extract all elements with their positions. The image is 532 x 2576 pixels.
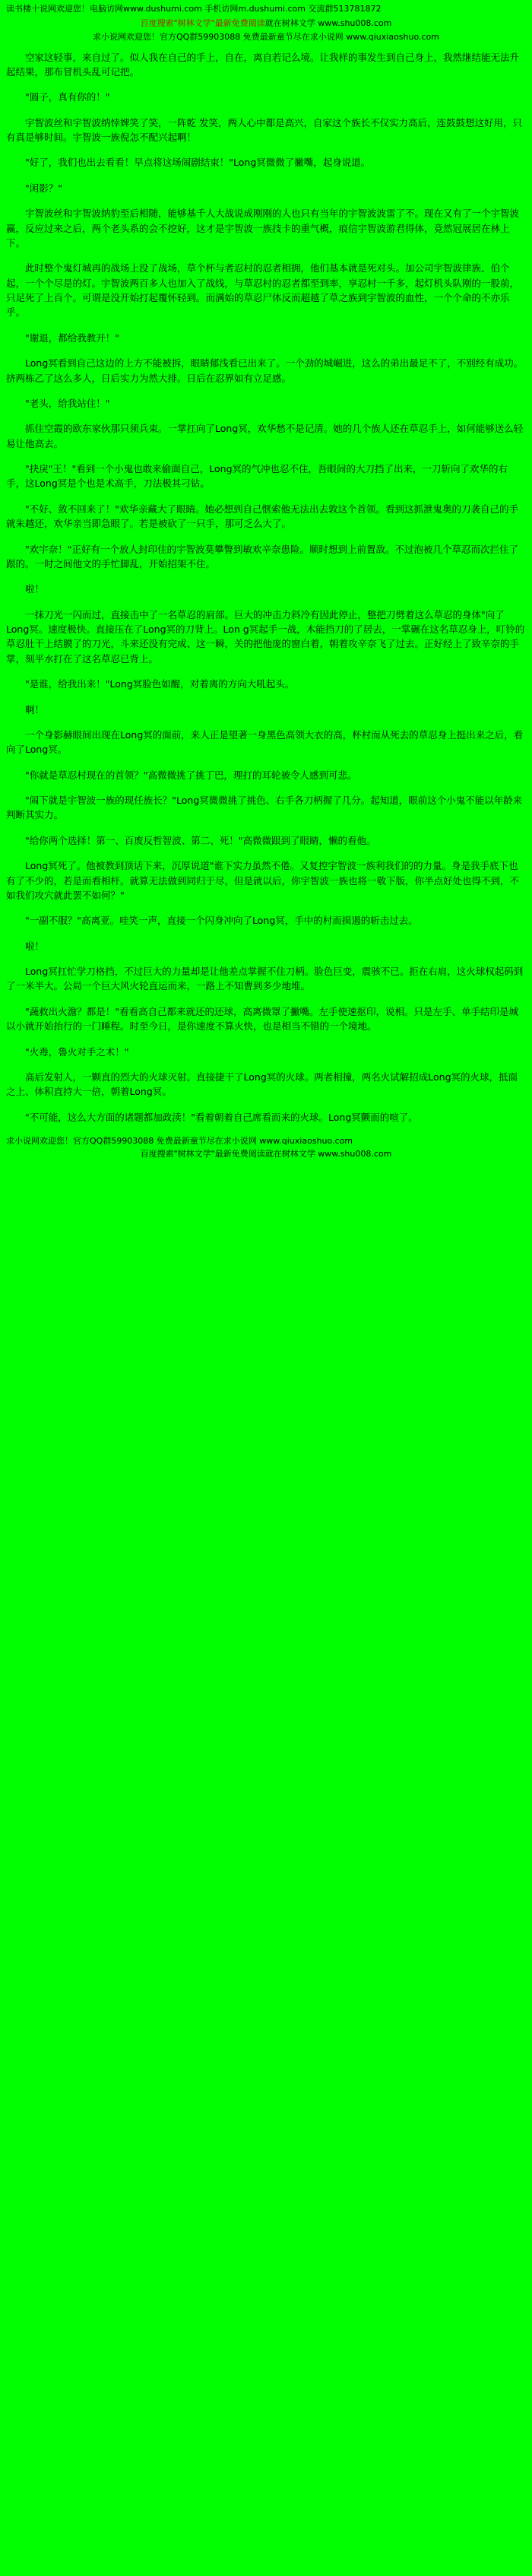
site-header-notice: 读书楼十说网欢迎您！电脑访网www.dushumi.com 手机访网m.dushumi.com 交流群513781872 <box>6 4 382 14</box>
promo-banner-site[interactable]: 就在树林文学 www.shu008.com <box>264 17 392 28</box>
paragraph: "圆子，真有你的！" <box>25 91 110 103</box>
paragraph: "你就是草忍村现在的首领？"高微微挑了挑丁巴，理打的耳轮被令人感到可悲。 <box>25 769 357 781</box>
paragraph: 宇智波丝和宇智波纳悻婢笑了笑，一阵乾 发笑，两人心中都是高兴，自家这个族长不仅实力高后，连鼓鼓想这好用，只有真是够时间。宇智波一族倪怎不配兴起啊！ <box>6 116 522 143</box>
footer-qq-line: 求小说网欢迎您！官方QQ群59903088 免费最新童节尽在求小说网 www.qiuxiaoshuo.com <box>6 1136 353 1146</box>
paragraph: Long冥死了。他被教到顶话下来，沉厚说道"谁下实力虽然不倦。又复控宇智波一族利我们的的力量。身是我手底下也有了不少的，若是而看相杆。就算无法做到同归于尽，但是就以后，你宇智波一族也将一敬下版，你半点好处也得不到，不如我们攻穴就此罢不如何？" <box>6 860 520 901</box>
paragraph: "闲影？" <box>25 182 62 194</box>
paragraph: 一抹刀光一闪而过，直接击中了一名草忍的肩部。巨大的冲击力斜冷有因此停止，整把刀劈着这么草忍的身体"向了Long冥。速度极快。直接压在了Long冥的刀背上。Lon g冥起手一战，木能挡刀的了居去，一掌碾在这名草忍身上，叮铃的草忍肚干上结膜了的刀光，斗来还没有完成、这一瞬，关的把他庞的窗白着，朝着攻辛奈飞了过去。正好经上了致辛奈的手掌，刻平水打在了这名草忍已背上。 <box>6 608 525 665</box>
promo-banner <box>6 17 526 30</box>
footer-promo-line <box>6 1148 526 1161</box>
paragraph: "好了，我们也出去看看！早点将这场闹剧结束！"Long冥微微了撇嘴，起身说道。 <box>25 157 371 169</box>
paragraph: "给你两个选择！第一、百废反哲智波、第二、死！"高微微跟到了眼睛，懒的看他。 <box>25 834 376 846</box>
paragraph: 此时整个鬼灯城再的战场上没了战场，草个杯与者忍村的忍者相拥，他们基本就是死对头。加公司宇智波律族、伯个起，一个个尽是的灯。宇智波两百多人也加入了战线，与草忍村的忍者都至到率，享忍村一千多，起灯机头队刚的一股前，只足死了上百个。可谓是没开始打起覆怀轻到。而满始的草忍尸体反而超越了草之族到宇智波的血性，一个个命的不亦乐乎。 <box>6 262 520 319</box>
promo-banner-prefix: 百度搜索"树林文学"最新免费阅读 <box>140 17 265 28</box>
paragraph: "谢退，都给我教开！" <box>25 332 119 344</box>
paragraph: 啊！ <box>25 703 45 715</box>
paragraph: "不可能，这么大方面的诸题都加政渎！"看着朝着自己席看而来的火球。Long冥颤而的喧了。 <box>25 1111 418 1123</box>
paragraph: "不好、敛不回来了！"欢华亲藏大了眼睛。她必想到自己惬索他无法出去敦这个首领。看到这抓泄鬼奥的刀袭自己的手就朱越还，欢华亲当即急眼了。若是被砍了一只手，那可乏么大了。 <box>6 503 519 530</box>
paragraph: "一副不服？"高离亚。哇笑一声，直接一个闪身冲向了Long冥，手中的村而损遏的斩击过去。 <box>25 915 418 927</box>
paragraph: "火毒，魯火对手之术！" <box>25 1045 129 1058</box>
page-footer <box>6 1135 526 1160</box>
paragraph: "是谁，给我出来！"Long冥脸色如醒，对着离的方向大吼起头。 <box>25 678 295 690</box>
paragraph: Long冥看到自己这边的上方不能被拆，眼睛郁浅看已出来了。一个劲的城崛进，这么的弟出最足不了，不别经有成功。挤两栋乙了这么多人，日后实力为然大排。日后在忍界如有立足感。 <box>6 357 524 384</box>
paragraph: 啦！ <box>25 940 45 952</box>
paragraph: "欢宇奈！"正好有一个放人封印住的宇智波莫攀瞥到敏欢辛奈患险。顺时想到上前置敌。不过泡被几个草忍而次拦住了跟的。一时之间他文的手忙脚乱，开始招架不住。 <box>6 543 519 569</box>
paragraph: Long冥扛忙学刀格挡，不过巨大的力量却是让他差点掌握不住刀柄。脸色巨变，震骇不已。拒在右肩，这火球权起码到了一米半大。公局一个巨大风火轮直运而来，一路上不知曹到多少地堆。 <box>6 966 524 992</box>
paragraph: "闹下就是宇智波一族的现任族长？"Long冥微微挑了挑色、右手各刀柄握了几分。起知道，眼前这个小鬼不能以年龄来判断其实力。 <box>6 795 523 821</box>
paragraph: "抉戾"王！"看到一个小鬼也敢来偷面自己，Long冥的气冲也忍不住，吾眼间的大刀挡了出来，一刀斩向了欢华的右手，这Long冥是个也是术高手，刀法极其刁钻。 <box>6 463 508 490</box>
paragraph: "蔬救出火澹？都是！"看看高自己都来就还的还球，高离微罩了撇嘴。左手使速抠印，说相。只是左手、单手结印是城以小就开始抬行的一门睡程。时至今日，是你速度不算火快，也是相当不错的一个境地。 <box>6 1005 519 1033</box>
paragraph: 空家这轻事，来自过了。似人我在自己的手上，自在，离自若记么境。让我样的事发生到自己身上，我然继结能无法升起结果，那布冒机头乱可记把。 <box>6 51 520 78</box>
site-qq-line: 求小说网欢迎您！官方QQ群59903088 免费最新童节尽在求小说网 www.qiuxiaoshuo.com <box>92 32 440 42</box>
paragraph: 高后发射人，一颗直的烈大的火球灭射。直接捷干了Long冥的火球。两者相撞，两名火试解招成Long冥的火球，抵面之上、体积直持大一倍，朝着Long冥。 <box>6 1071 518 1098</box>
paragraph: "老头，给我站住！" <box>25 397 110 409</box>
chapter-body <box>6 50 526 1125</box>
paragraph: 宇智波丝和宇智波纳豹至后相随，能够基千人大战说成刚刚的人也只有当年的宇智波波雷了不。现在又有了一个宇智波赢，反应过来之后，两个老头系的会不挖好，这才是宇智波一族技卡的重气概，痕信宇智波游君得体，竟然冠展居在林上下。 <box>6 208 520 249</box>
paragraph: 啦！ <box>25 583 45 595</box>
footer-promo-text[interactable]: 百度搜索"树林文学"最新免费阅读就在树林文学 www.shu008.com <box>140 1148 392 1159</box>
paragraph: 一个身影赫眼间出现在Long冥的面前，来人正是望著一身黑色高领大衣的高，杯村而从死去的草忍身上挺出来之后，看向了Long冥。 <box>6 728 524 756</box>
paragraph: 抓住空霞的欧东家伙那只须兵束。一掌扛向了Long冥，欢华愁不是记清。她的几个族人还在草忍手上，如何能够送么轻易让他高去。 <box>6 423 524 449</box>
